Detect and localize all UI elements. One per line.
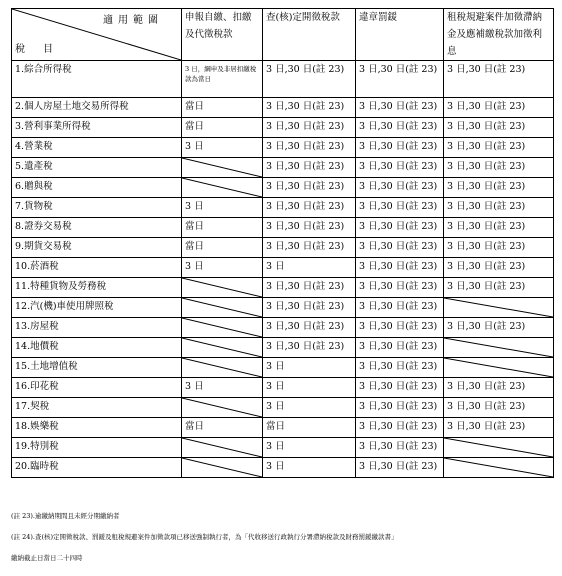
- tax-item-name: 15.土地增值稅: [12, 358, 182, 378]
- penalty-cell: 3 日,30 日(註 23): [356, 158, 444, 178]
- not-applicable-cell: [182, 438, 263, 458]
- table-row: [12, 458, 554, 478]
- assessed-levy-cell: 3 日,30 日(註 23): [263, 298, 356, 318]
- tax-avoidance-cell: 3 日,30 日(註 23): [444, 318, 554, 338]
- diagonal-line: [444, 458, 553, 477]
- self-assessed-cell: 當日: [182, 218, 263, 238]
- tax-avoidance-cell: 3 日,30 日(註 23): [444, 198, 554, 218]
- table-row: [12, 398, 554, 418]
- tax-item-name: 3.營利事業所得稅: [12, 118, 182, 138]
- table-row: [12, 118, 554, 138]
- diagonal-line: [182, 438, 262, 457]
- table-row: [12, 358, 554, 378]
- self-assessed-cell: 當日: [182, 418, 263, 438]
- assessed-levy-cell: 3 日: [263, 378, 356, 398]
- not-applicable-cell: [182, 298, 263, 318]
- table-row: [12, 318, 554, 338]
- assessed-levy-cell: 3 日,30 日(註 23): [263, 118, 356, 138]
- assessed-levy-cell: 3 日: [263, 398, 356, 418]
- table-row: [12, 418, 554, 438]
- diagonal-line: [444, 338, 553, 357]
- header-row: [12, 9, 554, 61]
- self-assessed-cell: 3 日: [182, 138, 263, 158]
- assessed-levy-cell: 3 日,30 日(註 23): [263, 61, 356, 98]
- tax-item-name: 8.證券交易稅: [12, 218, 182, 238]
- self-assessed-cell: 3 日，綱申及非居扣繳稅款為當日: [182, 61, 263, 98]
- not-applicable-cell: [444, 438, 554, 458]
- penalty-cell: 3 日,30 日(註 23): [356, 278, 444, 298]
- not-applicable-cell: [182, 338, 263, 358]
- table-row: [12, 61, 554, 98]
- penalty-cell: 3 日,30 日(註 23): [356, 198, 444, 218]
- assessed-levy-cell: 當日: [263, 418, 356, 438]
- penalty-cell: 3 日,30 日(註 23): [356, 258, 444, 278]
- table-row: [12, 138, 554, 158]
- tax-item-name: 10.菸酒稅: [12, 258, 182, 278]
- tax-item-name: 4.營業稅: [12, 138, 182, 158]
- tax-avoidance-cell: 3 日,30 日(註 23): [444, 238, 554, 258]
- header-corner-cell: [12, 9, 182, 61]
- diagonal-line: [182, 318, 262, 337]
- not-applicable-cell: [182, 178, 263, 198]
- table-row: [12, 378, 554, 398]
- tax-item-name: 17.契稅: [12, 398, 182, 418]
- penalty-cell: 3 日,30 日(註 23): [356, 358, 444, 378]
- not-applicable-cell: [182, 458, 263, 478]
- not-applicable-cell: [182, 318, 263, 338]
- assessed-levy-cell: 3 日: [263, 438, 356, 458]
- table-row: [12, 438, 554, 458]
- not-applicable-cell: [444, 458, 554, 478]
- not-applicable-cell: [182, 278, 263, 298]
- assessed-levy-cell: 3 日,30 日(註 23): [263, 138, 356, 158]
- table-row: [12, 198, 554, 218]
- tax-avoidance-cell: 3 日,30 日(註 23): [444, 61, 554, 98]
- penalty-cell: 3 日,30 日(註 23): [356, 318, 444, 338]
- table-row: [12, 218, 554, 238]
- table-row: [12, 158, 554, 178]
- tax-avoidance-cell: 3 日,30 日(註 23): [444, 258, 554, 278]
- penalty-cell: 3 日,30 日(註 23): [356, 458, 444, 478]
- footnote: (註 24).查(核)定開徵稅款、罰鍰及租稅規避案件加徵款項已移送強制執行者，為「代收移送行政執行分署滯納稅款及財務罰鍰繳款書」: [11, 533, 398, 541]
- self-assessed-cell: 當日: [182, 118, 263, 138]
- corner-scope-label: 適用範圍: [103, 15, 163, 26]
- assessed-levy-cell: 3 日,30 日(註 23): [263, 278, 356, 298]
- penalty-cell: 3 日,30 日(註 23): [356, 61, 444, 98]
- tax-avoidance-cell: 3 日,30 日(註 23): [444, 278, 554, 298]
- diagonal-line: [182, 358, 262, 377]
- self-assessed-cell: 3 日: [182, 198, 263, 218]
- tax-item-name: 5.遺產稅: [12, 158, 182, 178]
- table-row: [12, 238, 554, 258]
- penalty-cell: 3 日,30 日(註 23): [356, 238, 444, 258]
- assessed-levy-cell: 3 日,30 日(註 23): [263, 218, 356, 238]
- table-row: [12, 278, 554, 298]
- diagonal-line: [182, 158, 262, 177]
- penalty-cell: 3 日,30 日(註 23): [356, 418, 444, 438]
- self-assessed-cell: 3 日: [182, 378, 263, 398]
- tax-avoidance-cell: 3 日,30 日(註 23): [444, 158, 554, 178]
- assessed-levy-cell: 3 日,30 日(註 23): [263, 158, 356, 178]
- diagonal-line: [444, 358, 553, 377]
- not-applicable-cell: [182, 158, 263, 178]
- header-assessed-levy: 查(核)定開徵稅款: [263, 9, 356, 61]
- tax-avoidance-cell: 3 日,30 日(註 23): [444, 138, 554, 158]
- not-applicable-cell: [444, 338, 554, 358]
- table-row: [12, 98, 554, 118]
- footnote: (註 23).逾繳納期間且未經分期繳納者: [11, 512, 120, 520]
- tax-item-name: 19.特別稅: [12, 438, 182, 458]
- header-tax-avoidance: 租稅規避案件加徵滯納金及應補繳稅款加徵利息: [444, 9, 554, 61]
- not-applicable-cell: [444, 358, 554, 378]
- penalty-cell: 3 日,30 日(註 23): [356, 298, 444, 318]
- not-applicable-cell: [444, 298, 554, 318]
- tax-avoidance-cell: 3 日,30 日(註 23): [444, 398, 554, 418]
- tax-item-name: 11.特種貨物及勞務稅: [12, 278, 182, 298]
- penalty-cell: 3 日,30 日(註 23): [356, 438, 444, 458]
- assessed-levy-cell: 3 日,30 日(註 23): [263, 178, 356, 198]
- assessed-levy-cell: 3 日: [263, 458, 356, 478]
- diagonal-line: [182, 178, 262, 197]
- tax-item-name: 12.汽(機)車使用牌照稅: [12, 298, 182, 318]
- tax-item-name: 18.娛樂稅: [12, 418, 182, 438]
- diagonal-line: [444, 438, 553, 457]
- table-row: [12, 178, 554, 198]
- assessed-levy-cell: 3 日,30 日(註 23): [263, 238, 356, 258]
- header-self-assessed: 申報自繳、扣繳及代徵稅款: [182, 9, 263, 61]
- tax-item-name: 16.印花稅: [12, 378, 182, 398]
- self-assessed-cell: 3 日: [182, 258, 263, 278]
- penalty-cell: 3 日,30 日(註 23): [356, 118, 444, 138]
- diagonal-line: [182, 338, 262, 357]
- tax-item-name: 6.贈與稅: [12, 178, 182, 198]
- not-applicable-cell: [182, 358, 263, 378]
- tax-item-name: 14.地價稅: [12, 338, 182, 358]
- tax-avoidance-cell: 3 日,30 日(註 23): [444, 218, 554, 238]
- assessed-levy-cell: 3 日,30 日(註 23): [263, 198, 356, 218]
- tax-avoidance-cell: 3 日,30 日(註 23): [444, 98, 554, 118]
- diagonal-line: [182, 278, 262, 297]
- penalty-cell: 3 日,30 日(註 23): [356, 138, 444, 158]
- penalty-cell: 3 日,30 日(註 23): [356, 218, 444, 238]
- self-assessed-cell: 當日: [182, 98, 263, 118]
- assessed-levy-cell: 3 日,30 日(註 23): [263, 338, 356, 358]
- tax-item-name: 20.臨時稅: [12, 458, 182, 478]
- diagonal-line: [182, 398, 262, 417]
- self-assessed-cell: 當日: [182, 238, 263, 258]
- tax-avoidance-cell: 3 日,30 日(註 23): [444, 178, 554, 198]
- tax-item-name: 7.貨物稅: [12, 198, 182, 218]
- assessed-levy-cell: 3 日: [263, 358, 356, 378]
- tax-item-name: 1.綜合所得稅: [12, 61, 182, 98]
- table-row: [12, 298, 554, 318]
- not-applicable-cell: [182, 398, 263, 418]
- penalty-cell: 3 日,30 日(註 23): [356, 98, 444, 118]
- diagonal-line: [182, 458, 262, 477]
- tax-item-name: 9.期貨交易稅: [12, 238, 182, 258]
- penalty-cell: 3 日,30 日(註 23): [356, 338, 444, 358]
- tax-avoidance-cell: 3 日,30 日(註 23): [444, 418, 554, 438]
- penalty-cell: 3 日,30 日(註 23): [356, 378, 444, 398]
- table-row: [12, 338, 554, 358]
- footnote: 繳納截止日當日二十四時: [11, 554, 83, 562]
- tax-schedule-table: [11, 8, 554, 478]
- diagonal-line: [444, 298, 553, 317]
- table-row: [12, 258, 554, 278]
- assessed-levy-cell: 3 日: [263, 258, 356, 278]
- assessed-levy-cell: 3 日,30 日(註 23): [263, 98, 356, 118]
- corner-tax-item-label: 稅目: [15, 44, 71, 55]
- penalty-cell: 3 日,30 日(註 23): [356, 398, 444, 418]
- diagonal-line: [182, 298, 262, 317]
- header-penalty: 違章罰鍰: [356, 9, 444, 61]
- tax-item-name: 2.個人房屋土地交易所得稅: [12, 98, 182, 118]
- tax-avoidance-cell: 3 日,30 日(註 23): [444, 378, 554, 398]
- assessed-levy-cell: 3 日,30 日(註 23): [263, 318, 356, 338]
- penalty-cell: 3 日,30 日(註 23): [356, 178, 444, 198]
- tax-item-name: 13.房屋稅: [12, 318, 182, 338]
- tax-avoidance-cell: 3 日,30 日(註 23): [444, 118, 554, 138]
